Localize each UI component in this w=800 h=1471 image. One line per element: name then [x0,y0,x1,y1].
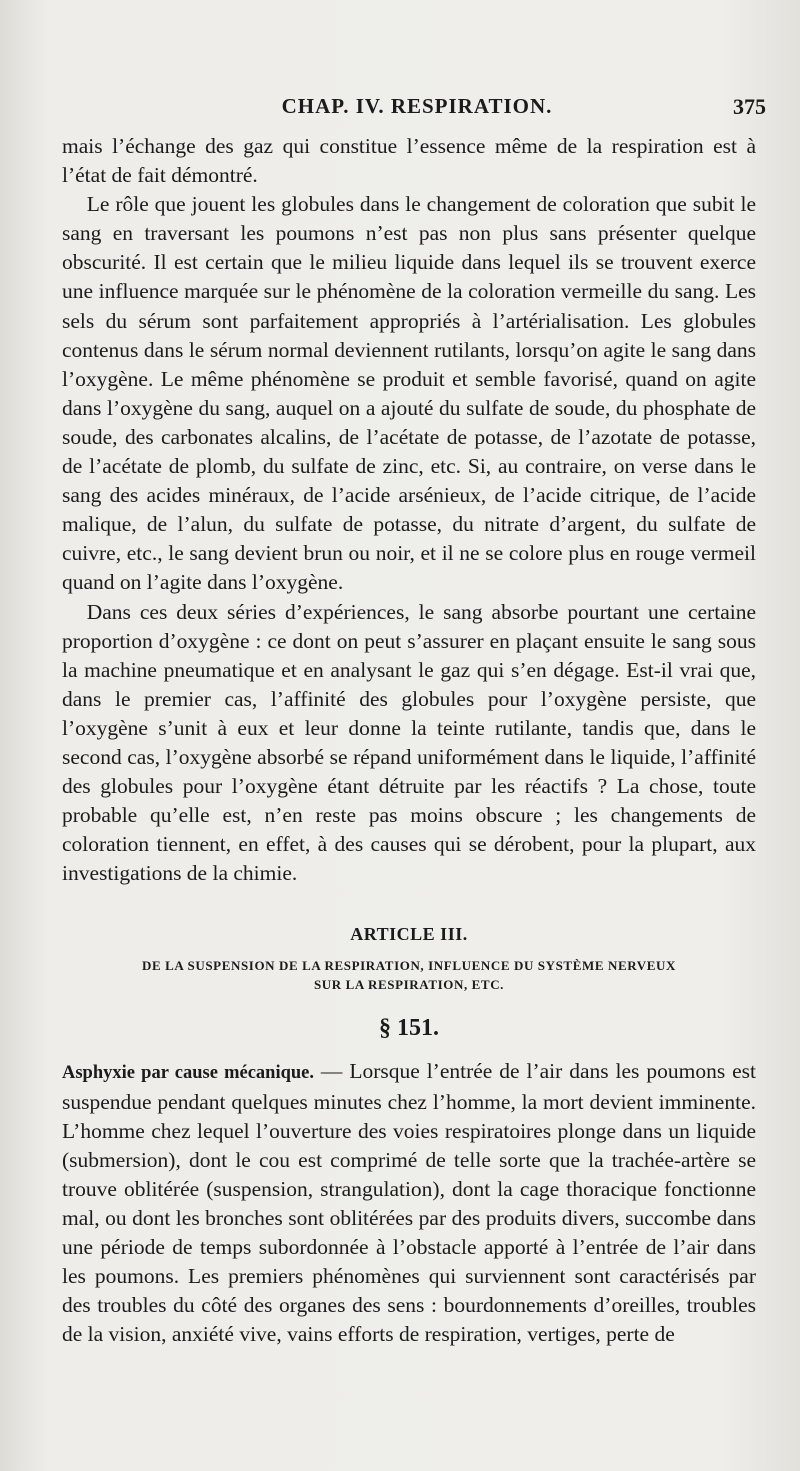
section-text: — Lorsque l’entrée de l’air dans les poumons est suspendue pendant quelques minutes chez l’homme, la mort devient imminente. L’homme chez lequel l’ouverture des voies respiratoires plonge dans un liquide (submersion), dont le cou est comprimé de telle sorte que la trachée-artère se trouve oblitérée (suspension, strangulation), dont la cage thoracique fonctionne mal, ou dont les bronches sont oblitérées par des produits divers, succombe dans une période de temps subordonnée à l’obstacle apporté à l’entrée de l’air dans les poumons. Les premiers phénomènes qui surviennent sont caractérisés par des troubles du côté des organes des sens : bourdonnements d’oreilles, troubles de la vision, anxiété vive, vains efforts de respiration, vertiges, perte de [62,1058,756,1347]
paragraph-continuation: mais l’échange des gaz qui constitue l’essence même de la respiration est à l’état de fait démontré. [62,134,756,188]
paragraph-globules: Le rôle que jouent les globules dans le changement de coloration que subit le sang en traversant les poumons n’est pas non plus sans présenter quelque obscurité. Il est certain que le milieu liquide dans lequel ils se trouvent exerce une influence marquée sur le phénomène de la coloration vermeille du sang. Les sels du sérum sont parfaitement appropriés à l’artérialisation. Les globules contenus dans le sérum normal deviennent rutilants, lorsqu’on agite le sang dans l’oxygène. Le même phénomène se produit et semble favorisé, quand on agite dans l’oxygène du sang, auquel on a ajouté du sulfate de soude, du phosphate de soude, des carbonates alcalins, de l’acétate de potasse, de l’azotate de potasse, de l’acétate de plomb, du sulfate de zinc, etc. Si, au contraire, on verse dans le sang des acides minéraux, de l’acide arsénieux, de l’acide citrique, de l’acide malique, de l’alun, du sulfate de potasse, du nitrate d’argent, du sulfate de cuivre, etc., le sang devient brun ou noir, et il ne se colore plus en rouge vermeil quand on l’agite dans l’oxygène. [62,192,756,595]
article-heading: ARTICLE III. [350,924,468,945]
section-number: § 151. [379,1014,439,1041]
page-header [62,90,772,126]
article-subtitle [62,956,756,994]
paragraph-asphyxie [62,1057,756,1350]
article-subtitle-line-1: DE LA SUSPENSION DE LA RESPIRATION, INFLUENCE DU SYSTÈME NERVEUX [142,957,676,973]
lead-term: Asphyxie par cause mécanique. [62,1062,314,1083]
paragraph-experiences: Dans ces deux séries d’expériences, le sang absorbe pourtant une certaine proportion d’oxygène : ce dont on peut s’assurer en plaçant ensuite le sang sous la machine pneumatique et en analysant le gaz qui s’en dégage. Est-il vrai que, dans le premier cas, l’affinité des globules pour l’oxygène persiste, que l’oxygène s’unit à eux et leur donne la teinte rutilante, tandis que, dans le second cas, l’oxygène absorbé se répand uniformément dans le liquide, l’affinité des globules pour l’oxygène étant détruite par les réactifs ? La chose, toute probable qu’elle est, n’en reste pas moins obscure ; les changements de coloration tiennent, en effet, à des causes qui se dérobent, pour la plupart, aux investigations de la chimie. [62,599,756,886]
page-body [62,132,756,1350]
page-number: 375 [733,94,766,119]
running-title: CHAP. IV. RESPIRATION. [281,94,553,118]
article-subtitle-line-2: SUR LA RESPIRATION, ETC. [313,976,505,992]
